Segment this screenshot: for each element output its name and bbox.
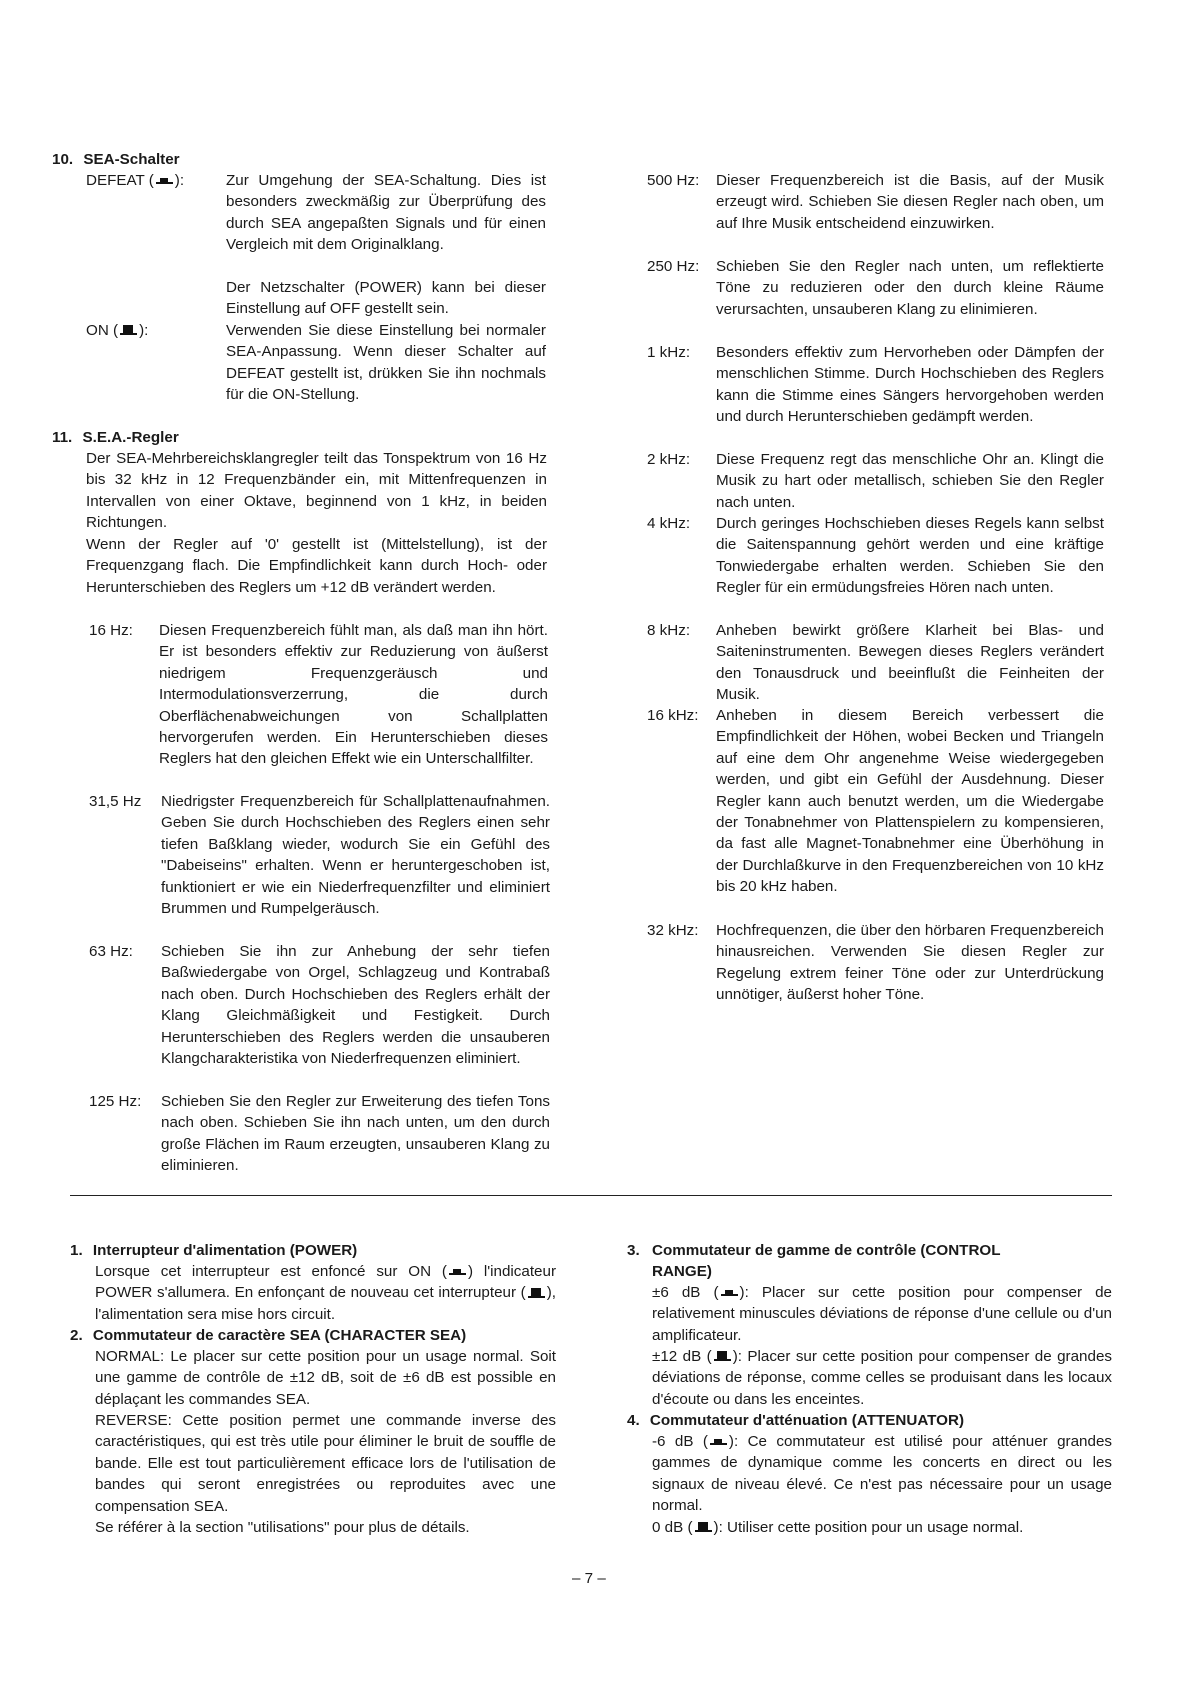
fr-section-1-text	[95, 1261, 556, 1325]
defeat-text-power: Der Netzschalter (POWER) kann bei dieser Einstellung auf OFF gestellt sein.	[226, 279, 546, 318]
band-label-63hz: 63 Hz:	[89, 943, 133, 960]
section-divider	[70, 1195, 1112, 1196]
fr-section-4-heading	[627, 1410, 964, 1431]
on-label-text: ON (	[86, 322, 119, 339]
band-text-4khz: Durch geringes Hochschieben dieses Regels kann selbst die Saitenspannung gehört werden und eine kräftige Tonwiedergabe erhalten werden. Schieben Sie den Regler für ein ermüdungsfreies Hören nach unten.	[716, 515, 1104, 597]
band-text-16khz: Anheben in diesem Bereich verbessert die Empfindlichkeit der Höhen, wobei Becken und Triangeln auf eine dem Ohr angenehme Weise wiedergegeben werden, und gibt ein Gefühl der Ausdehnung. Dieser Regler kann auch benutzt werden, um die Wiedergabe der Tonabnehmer von Plattenspielern zu kompensieren, da fast alle Magnet-Tonabnehmer eine Überhöhung in der Durchlaßkurve in den Frequenzbereichen von 10 kHz bis 20 kHz haben.	[716, 707, 1104, 896]
switch-depressed-icon	[714, 1352, 731, 1361]
defeat-text: Zur Umgehung der SEA-Schaltung. Dies ist besonders zweckmäßig zur Überprüfung des durch SEA angepaßten Signals und für einen Vergleich mit dem Originalklang.	[226, 172, 546, 254]
band-text-32khz: Hochfrequenzen, die über den hörbaren Frequenzbereich hinausreichen. Verwenden Sie diesen Regler zur Regelung extrem feiner Töne oder zur Unterdrückung unnötiger, äußerst hoher Töne.	[716, 922, 1104, 1004]
switch-released-icon	[710, 1437, 727, 1446]
switch-depressed-icon	[528, 1289, 545, 1298]
fr-section-1-heading	[70, 1240, 357, 1261]
band-label-250hz: 250 Hz:	[647, 258, 700, 275]
section-11-intro: Der SEA-Mehrbereichsklangregler teilt das Tonspektrum von 16 Hz bis 32 kHz in 12 Frequenzbänder ein, mit Mittenfrequenzen in Intervallen von einer Oktave, beginnend von 1 kHz, in beiden Richtungen.	[86, 450, 547, 532]
band-label-4khz: 4 kHz:	[647, 515, 691, 532]
fr-section-1-number: 1.	[70, 1242, 83, 1259]
fr-section-3-title: Commutateur de gamme de contrôle (CONTROL RANGE)	[652, 1242, 1001, 1281]
section-11-title: S.E.A.-Regler	[82, 429, 179, 446]
switch-depressed-icon	[695, 1523, 712, 1532]
fr-range-6db-desc: ): Placer sur cette position pour compenser de relativement minuscules déviations de réponse d'une cellule ou d'un amplificateur.	[652, 1284, 1113, 1344]
fr-section-2-title: Commutateur de caractère SEA (CHARACTER SEA)	[92, 1327, 467, 1344]
fr-reference-text: Se référer à la section "utilisations" pour plus de détails.	[95, 1519, 470, 1536]
band-text-250hz: Schieben Sie den Regler nach unten, um reflektierte Töne zu reduzieren oder den durch kleine Räume verursachten, unsauberen Klang zu elinimieren.	[716, 258, 1104, 318]
on-label	[86, 320, 148, 341]
band-label-16hz: 16 Hz:	[89, 622, 133, 639]
fr-power-text-c: ), l'alimentation sera mise hors circuit.	[95, 1284, 556, 1323]
band-label-125hz: 125 Hz:	[89, 1093, 142, 1110]
switch-released-icon	[721, 1288, 738, 1297]
fr-section-2-number: 2.	[70, 1327, 83, 1344]
band-text-8khz: Anheben bewirkt größere Klarheit bei Blas- und Saiteninstrumenten. Bewegen dieses Reglers verändert den Tonausdruck und beeinflußt die Feinheiten der Musik.	[716, 622, 1104, 704]
fr-atten-6db-desc: ): Ce commutateur est utilisé pour atténuer grandes gammes de dynamique comme les concerts en direct ou les signaux de niveau élevé. Ce n'est pas nécessaire pour un usage normal.	[652, 1433, 1112, 1515]
defeat-label-colon: ):	[174, 172, 185, 189]
fr-section-4-number: 4.	[627, 1412, 640, 1429]
band-text-500hz: Dieser Frequenzbereich ist die Basis, auf der Musik erzeugt wird. Schieben Sie diesen Regler nach oben, um auf Ihre Musik entscheidend einzuwirken.	[716, 172, 1104, 232]
band-text-1khz: Besonders effektiv zum Hervorheben oder Dämpfen der menschlichen Stimme. Durch Hochschieben des Reglers kann die Stimme eines Sängers hervorgehoben werden und durch Herunterschieben gedämpft werden.	[716, 344, 1104, 426]
band-label-1khz: 1 kHz:	[647, 344, 691, 361]
band-text-125hz: Schieben Sie den Regler zur Erweiterung des tiefen Tons nach oben. Schieben Sie ihn nach unten, um den durch große Flächen im Raum erzeugten, unsauberen Klang zu eliminieren.	[161, 1093, 550, 1175]
fr-range-12db-text	[652, 1346, 1112, 1410]
band-text-2khz: Diese Frequenz regt das menschliche Ohr an. Klingt die Musik zu hart oder metallisch, schieben Sie den Regler nach unten.	[716, 451, 1104, 511]
fr-section-1-title: Interrupteur d'alimentation (POWER)	[92, 1242, 358, 1259]
section-11-number: 11.	[52, 429, 73, 446]
fr-power-text-a: Lorsque cet interrupteur est enfoncé sur ON (	[95, 1263, 447, 1280]
fr-range-12db-label: ±12 dB (	[652, 1348, 712, 1365]
band-label-2khz: 2 kHz:	[647, 451, 691, 468]
band-text-63hz: Schieben Sie ihn zur Anhebung der sehr tiefen Baßwiedergabe von Orgel, Schlagzeug und Kontrabaß nach oben. Durch Hochschieben des Reglers erhält der Klang Gleichmäßigkeit und Festigkeit. Durch Herunterschieben des Reglers werden die unsauberen Klangcharakteristika von Niederfrequenzen eliminiert.	[161, 943, 550, 1068]
switch-released-icon	[449, 1267, 466, 1276]
band-label-500hz: 500 Hz:	[647, 172, 700, 189]
defeat-label-text: DEFEAT (	[86, 172, 154, 189]
section-11-intro-flat: Wenn der Regler auf '0' gestellt ist (Mittelstellung), ist der Frequenzgang flach. Die Empfindlichkeit kann durch Hoch- oder Herunterschieben des Reglers um +12 dB verändert werden.	[86, 536, 547, 596]
defeat-label	[86, 170, 184, 191]
on-text: Verwenden Sie diese Einstellung bei normaler SEA-Anpassung. Wenn dieser Schalter auf DEFEAT gestellt ist, drükken Sie ihn nochmals für die ON-Stellung.	[226, 322, 546, 404]
fr-range-6db-label: ±6 dB (	[652, 1284, 719, 1301]
fr-atten-0db-text	[652, 1517, 1112, 1538]
section-11-heading	[52, 427, 179, 448]
fr-section-2-heading	[70, 1325, 466, 1346]
fr-reverse-text: REVERSE: Cette position permet une commande inverse des caractéristiques, qui est très utile pour éliminer le bruit de souffle de bande. Elle est tout particulièrement efficace lors de l'utilisation de bandes qui seront enregistrées ou reproduites avec une compensation SEA.	[95, 1412, 556, 1515]
band-text-31hz: Niedrigster Frequenzbereich für Schallplattenaufnahmen. Geben Sie durch Hochschieben des Reglers einen sehr tiefen Baßklang wieder, wodurch Sie ein Gefühl des "Dabeiseins" erhalten. Wenn er heruntergeschoben ist, funktioniert er wie ein Niederfrequenzfilter und eliminiert Brummen und Rumpelgeräusch.	[161, 793, 550, 918]
page-number: – 7 –	[572, 1570, 606, 1587]
section-10-heading	[52, 149, 180, 170]
switch-depressed-icon	[120, 326, 137, 335]
section-10-number: 10.	[52, 151, 74, 168]
band-text-16hz: Diesen Frequenzbereich fühlt man, als daß man ihn hört. Er ist besonders effektiv zur Reduzierung von äußerst niedrigem Frequenzgeräusch und Intermodulationsverzerrung, die durch Oberflächenabweichungen von Schallplatten hervorgerufen werden. Ein Herunterschieben dieses Reglers hat den gleichen Effekt wie ein Unterschallfilter.	[159, 622, 548, 768]
fr-section-3-number: 3.	[627, 1242, 640, 1259]
band-label-16khz: 16 kHz:	[647, 707, 699, 724]
switch-released-icon	[156, 176, 173, 185]
fr-atten-0db-desc: ): Utiliser cette position pour un usage normal.	[713, 1519, 1024, 1536]
band-label-32khz: 32 kHz:	[647, 922, 699, 939]
section-10-title: SEA-Schalter	[83, 151, 180, 168]
fr-normal-text: NORMAL: Le placer sur cette position pour un usage normal. Soit une gamme de contrôle de ±12 dB, soit de ±6 dB est possible en déplaçant les commandes SEA.	[95, 1348, 556, 1408]
band-label-31hz: 31,5 Hz	[89, 793, 142, 810]
fr-atten-6db-label: -6 dB (	[652, 1433, 708, 1450]
on-label-colon: ):	[139, 322, 149, 339]
fr-range-6db-text	[652, 1282, 1112, 1346]
fr-power-text-b: ) l'indicateur POWER s'allumera. En enfonçant de nouveau cet interrupteur (	[95, 1263, 556, 1302]
fr-atten-6db-text	[652, 1431, 1112, 1517]
fr-range-12db-desc: ): Placer sur cette position pour compenser de grandes déviations de réponse, comme celles se produisant dans les locaux d'écoute ou dans les enceintes.	[652, 1348, 1112, 1408]
fr-atten-0db-label: 0 dB (	[652, 1519, 693, 1536]
band-label-8khz: 8 kHz:	[647, 622, 691, 639]
fr-section-4-title: Commutateur d'atténuation (ATTENUATOR)	[649, 1412, 964, 1429]
